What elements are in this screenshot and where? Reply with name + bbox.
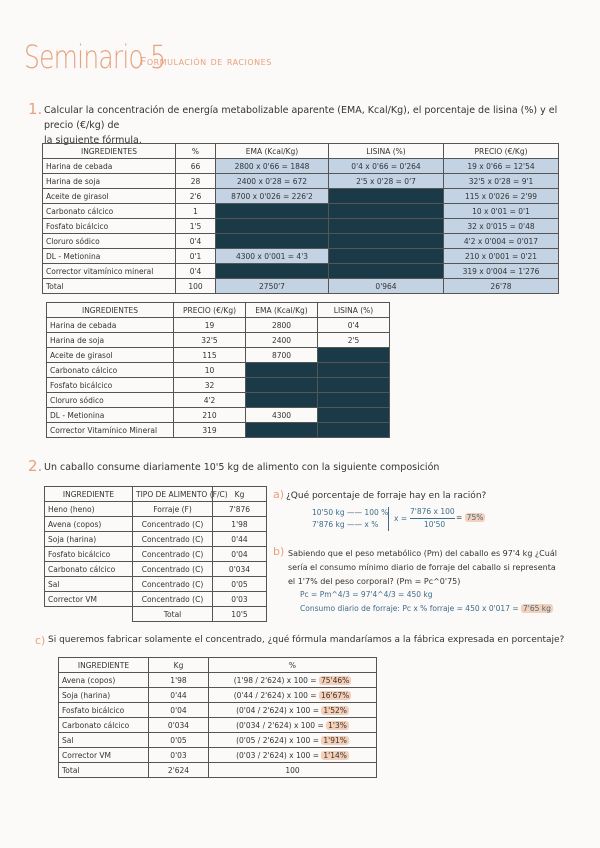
table-cell: Harina de cebada [43,159,176,174]
table-cell: Total [59,763,149,778]
table-cell: 32 x 0'015 = 0'48 [444,219,559,234]
table-row [47,318,390,333]
table-cell: 4'2 [174,393,246,408]
table-cell: Carbonato cálcico [45,562,133,577]
table-cell: 0'964 [329,279,444,294]
empty-dark-cell [318,423,390,438]
table-cell: 0'44 [149,688,209,703]
rule-value: 10'50 kg [312,508,345,517]
table-cell [209,673,377,688]
table-cell: Soja (harina) [59,688,149,703]
table-cell [209,688,377,703]
table-1-header: EMA (Kcal/Kg) [216,144,329,159]
table-cell: Concentrado (C) [133,517,213,532]
empty-dark-cell [216,264,329,279]
table-4-concentrate [58,657,377,778]
part-b-label: b) [273,545,285,558]
table-4-header-row [59,658,377,673]
result-highlight: 1'14% [323,750,347,760]
table-cell: Cloruro sódico [47,393,174,408]
table-cell: 0'4 [176,234,216,249]
table-cell: Total [43,279,176,294]
table-2-inputs [46,302,390,438]
table-cell: 4300 [246,408,318,423]
fraction-denominator: 10'50 [424,520,446,529]
table-row [47,378,390,393]
question-2-text: Un caballo consume diariamente 10'5 kg de alimento con la siguiente composición [44,462,440,473]
table-cell: 0'04 [149,703,209,718]
table-cell: Forraje (F) [133,502,213,517]
formula: (0'05 / 2'624) x 100 = [236,735,319,745]
table-row [45,577,267,592]
table-2-header-row [47,303,390,318]
table-row [59,703,377,718]
table-1-calculations [42,143,559,294]
table-row [45,532,267,547]
table-cell: 0'4 x 0'66 = 0'264 [329,159,444,174]
table-cell: Sal [45,577,133,592]
formula: (0'03 / 2'624) x 100 = [236,750,319,760]
table-cell: 26'78 [444,279,559,294]
table-cell: Avena (copos) [45,517,133,532]
table-cell: 0'04 [213,547,267,562]
table-cell: 10 [174,363,246,378]
table-cell: Fosfato bicálcico [59,703,149,718]
part-a-label: a) [273,488,285,501]
table-row [43,189,559,204]
empty-dark-cell [329,264,444,279]
table-cell: 2400 [246,333,318,348]
table-row [59,718,377,733]
table-cell: Carbonato cálcico [59,718,149,733]
table-row [45,592,267,607]
brace-divider [388,507,389,531]
table-cell: 0'034 [213,562,267,577]
table-cell: 1 [176,204,216,219]
table-4-header: INGREDIENTE [59,658,149,673]
table-1-header-row [43,144,559,159]
table-cell: DL - Metionina [43,249,176,264]
question-1-number: 1. [28,100,43,118]
empty-dark-cell [329,249,444,264]
table-cell [209,718,377,733]
table-row [47,393,390,408]
table-cell: 4300 x 0'001 = 4'3 [216,249,329,264]
table-cell: 0'05 [149,733,209,748]
table-cell: 2'5 x 0'28 = 0'7 [329,174,444,189]
empty-dark-cell [246,378,318,393]
table-cell: 19 [174,318,246,333]
part-c-label: c) [35,634,46,647]
table-cell: Concentrado (C) [133,562,213,577]
calc-text: Consumo diario de forraje: Pc x % forraje = 450 x 0'017 = [300,604,519,613]
table-cell: Fosfato bicálcico [43,219,176,234]
part-a-question: ¿Qué porcentaje de forraje hay en la ración? [286,491,487,501]
table-total-row [45,607,267,622]
table-2-header: INGREDIENTES [47,303,174,318]
formula: (1'98 / 2'624) x 100 = [233,675,317,685]
table-cell: 4'2 x 0'004 = 0'017 [444,234,559,249]
table-row [45,517,267,532]
table-cell: Heno (heno) [45,502,133,517]
table-cell: 100 [209,763,377,778]
table-cell: 0'03 [149,748,209,763]
part-b-calculation-2 [300,603,553,615]
table-row [47,423,390,438]
table-cell: Fosfato bicálcico [47,378,174,393]
empty-dark-cell [318,393,390,408]
table-row [43,279,559,294]
table-cell: 0'034 [149,718,209,733]
table-cell: 2'624 [149,763,209,778]
empty-dark-cell [329,234,444,249]
rule-of-three-line-2: 7'876 kg —— x % [312,520,379,529]
table-cell: Avena (copos) [59,673,149,688]
table-cell: Concentrado (C) [133,547,213,562]
empty-dark-cell [246,363,318,378]
table-cell: Cloruro sódico [43,234,176,249]
table-cell: Harina de soja [47,333,174,348]
table-row [59,733,377,748]
table-cell: 0'05 [213,577,267,592]
table-1-header: PRECIO (€/Kg) [444,144,559,159]
table-row [59,688,377,703]
table-cell: 32'5 x 0'28 = 9'1 [444,174,559,189]
empty-dark-cell [216,219,329,234]
total-label: Total [133,607,213,622]
table-1-header: % [176,144,216,159]
empty-dark-cell [318,363,390,378]
table-row [43,204,559,219]
table-row [47,333,390,348]
table-3-header: TIPO DE ALIMENTO (F/C) [133,487,213,502]
page-subtitle: Formulación de raciones [140,55,272,68]
table-cell: Concentrado (C) [133,577,213,592]
table-cell: 0'4 [176,264,216,279]
table-cell: 2750'7 [216,279,329,294]
table-cell: DL - Metionina [47,408,174,423]
table-cell: 8700 [246,348,318,363]
table-cell: 8700 x 0'026 = 226'2 [216,189,329,204]
fraction-numerator: 7'876 x 100 [410,506,455,519]
part-c-question: Si queremos fabricar solamente el concentrado, ¿qué fórmula mandaríamos a la fábrica expresada en porcentaje? [48,635,565,645]
result-highlight: 16'67% [320,690,350,700]
question-2-number: 2. [28,457,43,475]
table-4-header: Kg [149,658,209,673]
formula: (0'034 / 2'624) x 100 = [236,720,324,730]
x-equals: x = [394,514,408,523]
table-cell: Carbonato cálcico [47,363,174,378]
table-row [43,234,559,249]
empty-dark-cell [216,234,329,249]
empty-dark-cell [318,378,390,393]
table-row [47,408,390,423]
table-cell [209,733,377,748]
table-cell: Harina de soja [43,174,176,189]
table-cell: 7'876 [213,502,267,517]
table-cell: 2800 x 0'66 = 1848 [216,159,329,174]
table-2-header: EMA (Kcal/Kg) [246,303,318,318]
empty-dark-cell [246,393,318,408]
result-highlight: 75'46% [320,675,350,685]
table-row [59,673,377,688]
table-4-header: % [209,658,377,673]
empty-cell [45,607,133,622]
empty-dark-cell [246,423,318,438]
page-title: Seminario 5 [24,38,166,76]
table-3-horse-diet [44,486,267,622]
table-cell: 19 x 0'66 = 12'54 [444,159,559,174]
result-highlight: 1'3% [328,720,347,730]
empty-dark-cell [329,189,444,204]
table-cell: 1'5 [176,219,216,234]
table-cell: 2800 [246,318,318,333]
result-highlight: 7'65 kg [523,604,551,613]
table-cell: 0'1 [176,249,216,264]
table-cell: 10 x 0'01 = 0'1 [444,204,559,219]
table-cell [209,703,377,718]
table-cell: 32'5 [174,333,246,348]
rule-of-three-line-1: 10'50 kg —— 100 % [312,508,389,517]
part-b-line: sería el consumo mínimo diario de forraje del caballo si representa [288,563,556,572]
table-cell: 210 [174,408,246,423]
table-cell: Aceite de girasol [43,189,176,204]
table-cell: 0'4 [318,318,390,333]
part-b-line: Sabiendo que el peso metabólico (Pm) del caballo es 97'4 kg ¿Cuál [288,549,557,558]
table-cell [209,748,377,763]
table-1-header: LISINA (%) [329,144,444,159]
part-b-line: el 1'7% del peso corporal? (Pm = Pc^0'75) [288,577,461,586]
rule-value: x % [364,520,379,529]
result-highlight: 1'52% [323,705,347,715]
result-highlight: 75% [466,513,484,522]
table-row [43,159,559,174]
table-cell: 1'98 [213,517,267,532]
table-cell: Corrector VM [59,748,149,763]
table-cell: 2400 x 0'28 = 672 [216,174,329,189]
table-cell: 100 [176,279,216,294]
table-row [43,219,559,234]
table-cell: Concentrado (C) [133,532,213,547]
formula: (0'04 / 2'624) x 100 = [236,705,319,715]
table-cell: Corrector vitamínico mineral [43,264,176,279]
table-cell: Aceite de girasol [47,348,174,363]
rule-value: 7'876 kg [312,520,345,529]
table-cell: 0'44 [213,532,267,547]
table-row [43,249,559,264]
table-row [45,547,267,562]
table-cell: Carbonato cálcico [43,204,176,219]
empty-dark-cell [329,204,444,219]
rule-value: 100 % [364,508,389,517]
table-total-row [59,763,377,778]
table-cell: 1'98 [149,673,209,688]
result-highlight: 1'91% [323,735,347,745]
empty-dark-cell [329,219,444,234]
table-2-header: LISINA (%) [318,303,390,318]
part-b-calculation-1: Pc = Pm^4/3 = 97'4^4/3 = 450 kg [300,590,433,599]
table-cell: 319 [174,423,246,438]
table-row [47,363,390,378]
part-a-result: = 75% [456,513,484,522]
empty-dark-cell [318,408,390,423]
table-cell: Corrector VM [45,592,133,607]
table-row [45,562,267,577]
table-3-header-row [45,487,267,502]
table-cell: Corrector Vitamínico Mineral [47,423,174,438]
table-row [43,174,559,189]
table-3-header: Kg [213,487,267,502]
table-cell: 28 [176,174,216,189]
question-1-line-2: la siguiente fórmula. [44,135,142,146]
table-cell: 2'5 [318,333,390,348]
table-row [45,502,267,517]
table-row [43,264,559,279]
table-cell: Fosfato bicálcico [45,547,133,562]
table-cell: 115 [174,348,246,363]
empty-dark-cell [318,348,390,363]
table-cell: 319 x 0'004 = 1'276 [444,264,559,279]
table-2-header: PRECIO (€/Kg) [174,303,246,318]
table-cell: Sal [59,733,149,748]
part-b-text [288,547,557,589]
table-cell: 2'6 [176,189,216,204]
question-1-text [44,103,564,148]
table-row [47,348,390,363]
table-1-header: INGREDIENTES [43,144,176,159]
formula: (0'44 / 2'624) x 100 = [233,690,317,700]
total-value: 10'5 [213,607,267,622]
table-cell: 32 [174,378,246,393]
table-3-header: INGREDIENTE [45,487,133,502]
table-cell: Harina de cebada [47,318,174,333]
table-cell: 66 [176,159,216,174]
table-cell: 115 x 0'026 = 2'99 [444,189,559,204]
table-cell: 0'03 [213,592,267,607]
question-1-line-1: Calcular la concentración de energía metabolizable aparente (EMA, Kcal/Kg), el porcentaje de lisina (%) y el precio (€/kg) de [44,105,558,131]
table-cell: Concentrado (C) [133,592,213,607]
table-row [59,748,377,763]
table-cell: Soja (harina) [45,532,133,547]
empty-dark-cell [216,204,329,219]
table-cell: 210 x 0'001 = 0'21 [444,249,559,264]
